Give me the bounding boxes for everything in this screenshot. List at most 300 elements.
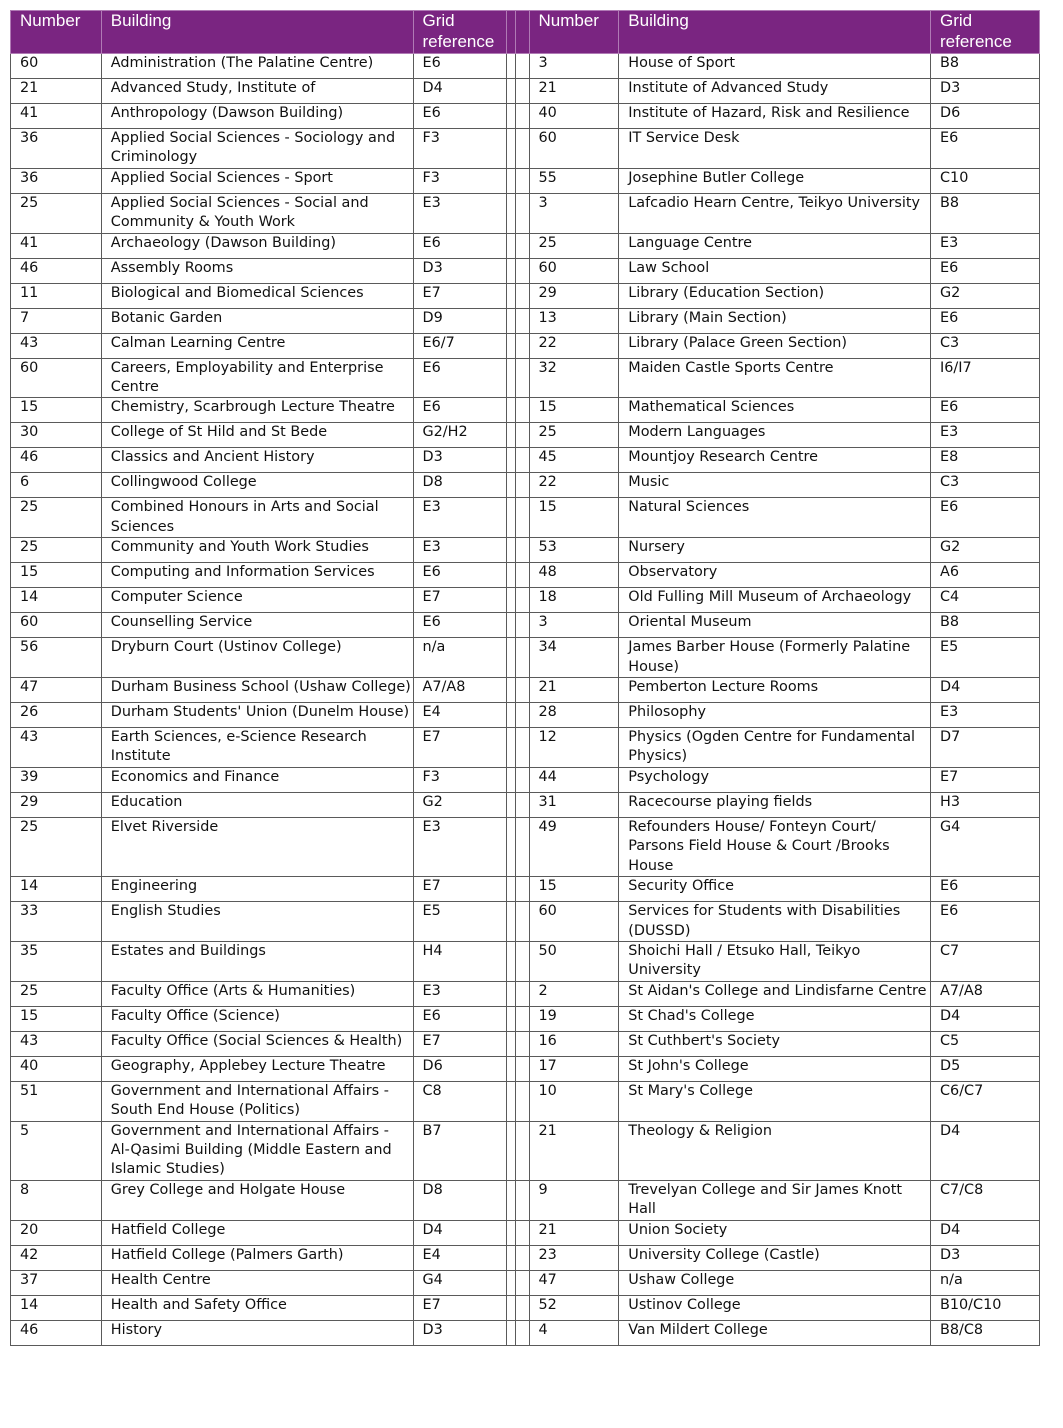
cell-building: University College (Castle) [619,1245,931,1270]
table-row [11,981,1040,1006]
cell-grid-reference: G2 [931,538,1040,563]
cell-grid-reference: A7/A8 [413,678,507,703]
table-row [11,728,1040,768]
cell-spacer [507,1121,516,1180]
cell-spacer [507,1220,516,1245]
cell-spacer [516,902,529,942]
cell-building: Union Society [619,1220,931,1245]
cell-grid-reference: E6 [931,902,1040,942]
cell-grid-reference: D7 [931,728,1040,768]
cell-grid-reference: H3 [931,792,1040,817]
cell-spacer [516,817,529,876]
cell-building: Botanic Garden [101,308,413,333]
header-spacer [507,11,516,54]
cell-building: Estates and Buildings [101,941,413,981]
cell-number: 43 [11,333,102,358]
cell-grid-reference: E7 [413,588,507,613]
header-spacer [516,11,529,54]
cell-spacer [516,333,529,358]
cell-grid-reference: D8 [413,473,507,498]
header-building-right: Building [619,11,931,54]
cell-grid-reference: B8 [931,613,1040,638]
cell-number: 60 [11,54,102,79]
table-row [11,588,1040,613]
cell-grid-reference: D3 [931,1245,1040,1270]
cell-grid-reference: D6 [413,1056,507,1081]
cell-number: 60 [11,358,102,398]
cell-grid-reference: I6/I7 [931,358,1040,398]
cell-building: Theology & Religion [619,1121,931,1180]
cell-spacer [507,104,516,129]
table-row [11,1320,1040,1345]
cell-grid-reference: D3 [413,1320,507,1345]
cell-number: 47 [11,678,102,703]
cell-number: 7 [11,308,102,333]
building-directory [10,10,1040,1346]
cell-number: 39 [11,767,102,792]
cell-grid-reference: C3 [931,333,1040,358]
cell-number: 19 [529,1006,619,1031]
cell-number: 33 [11,902,102,942]
cell-number: 22 [529,333,619,358]
cell-building: Law School [619,258,931,283]
table-row [11,79,1040,104]
cell-building: Dryburn Court (Ustinov College) [101,638,413,678]
cell-number: 48 [529,563,619,588]
cell-number: 10 [529,1081,619,1121]
cell-number: 15 [529,877,619,902]
cell-grid-reference: C7/C8 [931,1180,1040,1220]
cell-number: 41 [11,104,102,129]
cell-building: Hatfield College (Palmers Garth) [101,1245,413,1270]
cell-number: 25 [11,193,102,233]
cell-spacer [516,1270,529,1295]
cell-number: 3 [529,193,619,233]
cell-spacer [507,308,516,333]
cell-building: Physics (Ogden Centre for Fundamental Physics) [619,728,931,768]
cell-building: Services for Students with Disabilities (DUSSD) [619,902,931,942]
cell-building: Assembly Rooms [101,258,413,283]
cell-number: 40 [11,1056,102,1081]
cell-number: 20 [11,1220,102,1245]
cell-grid-reference: E4 [413,703,507,728]
cell-spacer [516,1031,529,1056]
cell-number: 4 [529,1320,619,1345]
cell-building: Durham Business School (Ushaw College) [101,678,413,703]
cell-grid-reference: E3 [931,423,1040,448]
cell-number: 5 [11,1121,102,1180]
cell-spacer [516,981,529,1006]
cell-number: 6 [11,473,102,498]
cell-number: 56 [11,638,102,678]
cell-building: Refounders House/ Fonteyn Court/ Parsons Field House & Court /Brooks House [619,817,931,876]
cell-spacer [507,981,516,1006]
cell-building: St Aidan's College and Lindisfarne Centre [619,981,931,1006]
cell-spacer [507,498,516,538]
table-row [11,193,1040,233]
cell-number: 47 [529,1270,619,1295]
cell-spacer [516,538,529,563]
cell-building: Faculty Office (Arts & Humanities) [101,981,413,1006]
cell-grid-reference: E6/7 [413,333,507,358]
cell-number: 40 [529,104,619,129]
cell-building: Security Office [619,877,931,902]
cell-spacer [516,129,529,169]
cell-spacer [516,588,529,613]
cell-spacer [516,233,529,258]
cell-spacer [516,193,529,233]
cell-building: College of St Hild and St Bede [101,423,413,448]
cell-spacer [516,613,529,638]
cell-grid-reference: C4 [931,588,1040,613]
cell-spacer [507,358,516,398]
cell-building: Grey College and Holgate House [101,1180,413,1220]
cell-spacer [516,1056,529,1081]
cell-grid-reference: E7 [413,1031,507,1056]
cell-grid-reference: E6 [931,308,1040,333]
table-row [11,703,1040,728]
cell-grid-reference: E6 [413,563,507,588]
cell-building: Chemistry, Scarbrough Lecture Theatre [101,398,413,423]
cell-spacer [507,54,516,79]
cell-building: Archaeology (Dawson Building) [101,233,413,258]
cell-spacer [507,258,516,283]
cell-building: IT Service Desk [619,129,931,169]
cell-number: 34 [529,638,619,678]
cell-spacer [516,358,529,398]
cell-building: Government and International Affairs - South End House (Politics) [101,1081,413,1121]
cell-spacer [507,1006,516,1031]
cell-number: 11 [11,283,102,308]
table-row [11,1056,1040,1081]
cell-grid-reference: G4 [931,817,1040,876]
cell-building: Anthropology (Dawson Building) [101,104,413,129]
cell-number: 14 [11,588,102,613]
table-row [11,1245,1040,1270]
cell-building: Psychology [619,767,931,792]
cell-number: 14 [11,877,102,902]
cell-grid-reference: A7/A8 [931,981,1040,1006]
cell-spacer [516,54,529,79]
cell-building: James Barber House (Formerly Palatine House) [619,638,931,678]
cell-spacer [507,333,516,358]
cell-spacer [507,613,516,638]
table-row [11,1081,1040,1121]
cell-grid-reference: E6 [931,258,1040,283]
cell-grid-reference: D4 [413,79,507,104]
cell-number: 46 [11,258,102,283]
cell-spacer [507,538,516,563]
cell-number: 12 [529,728,619,768]
cell-number: 15 [11,1006,102,1031]
cell-number: 28 [529,703,619,728]
cell-spacer [507,703,516,728]
cell-number: 22 [529,473,619,498]
cell-grid-reference: D4 [931,678,1040,703]
cell-spacer [507,79,516,104]
cell-building: Durham Students' Union (Dunelm House) [101,703,413,728]
cell-building: Geography, Applebey Lecture Theatre [101,1056,413,1081]
cell-grid-reference: E7 [413,1295,507,1320]
table-row [11,902,1040,942]
cell-spacer [507,817,516,876]
table-row [11,168,1040,193]
cell-grid-reference: B8/C8 [931,1320,1040,1345]
cell-spacer [507,448,516,473]
table-row [11,1295,1040,1320]
table-row [11,1031,1040,1056]
cell-grid-reference: E4 [413,1245,507,1270]
cell-building: Language Centre [619,233,931,258]
cell-grid-reference: E7 [413,728,507,768]
cell-spacer [507,423,516,448]
cell-number: 13 [529,308,619,333]
cell-grid-reference: E3 [931,703,1040,728]
table-row [11,129,1040,169]
cell-spacer [507,1245,516,1270]
cell-number: 21 [11,79,102,104]
cell-building: Racecourse playing fields [619,792,931,817]
cell-building: St Mary's College [619,1081,931,1121]
cell-number: 60 [529,258,619,283]
cell-spacer [516,258,529,283]
cell-number: 60 [529,902,619,942]
cell-grid-reference: E7 [931,767,1040,792]
cell-building: Computing and Information Services [101,563,413,588]
cell-number: 15 [11,563,102,588]
table-row [11,308,1040,333]
table-row [11,398,1040,423]
cell-number: 17 [529,1056,619,1081]
cell-grid-reference: D4 [931,1220,1040,1245]
cell-building: Music [619,473,931,498]
cell-spacer [507,792,516,817]
cell-spacer [516,1081,529,1121]
cell-grid-reference: B8 [931,193,1040,233]
cell-number: 30 [11,423,102,448]
cell-spacer [516,1220,529,1245]
cell-grid-reference: F3 [413,767,507,792]
cell-number: 23 [529,1245,619,1270]
table-row [11,678,1040,703]
cell-number: 36 [11,168,102,193]
cell-spacer [516,448,529,473]
cell-number: 21 [529,79,619,104]
table-row [11,473,1040,498]
table-row [11,563,1040,588]
cell-spacer [507,941,516,981]
cell-spacer [507,168,516,193]
cell-building: Counselling Service [101,613,413,638]
cell-spacer [516,1180,529,1220]
cell-grid-reference: E8 [931,448,1040,473]
cell-building: St Chad's College [619,1006,931,1031]
cell-building: Advanced Study, Institute of [101,79,413,104]
cell-grid-reference: D4 [413,1220,507,1245]
cell-spacer [507,1031,516,1056]
cell-number: 25 [529,423,619,448]
cell-spacer [507,1320,516,1345]
table-row [11,1180,1040,1220]
cell-grid-reference: C10 [931,168,1040,193]
cell-spacer [507,678,516,703]
cell-number: 21 [529,1121,619,1180]
cell-grid-reference: E6 [413,358,507,398]
cell-spacer [507,193,516,233]
cell-number: 18 [529,588,619,613]
cell-spacer [516,473,529,498]
cell-spacer [507,1081,516,1121]
cell-grid-reference: E3 [413,817,507,876]
cell-building: Administration (The Palatine Centre) [101,54,413,79]
cell-building: Institute of Advanced Study [619,79,931,104]
cell-building: Government and International Affairs - Al-Qasimi Building (Middle Eastern and Islamic Studies) [101,1121,413,1180]
cell-spacer [516,1121,529,1180]
cell-building: Josephine Butler College [619,168,931,193]
cell-grid-reference: E6 [931,398,1040,423]
cell-number: 25 [529,233,619,258]
cell-number: 15 [11,398,102,423]
cell-building: Collingwood College [101,473,413,498]
cell-grid-reference: E6 [931,877,1040,902]
cell-spacer [507,1056,516,1081]
cell-grid-reference: C8 [413,1081,507,1121]
table-row [11,877,1040,902]
cell-building: Nursery [619,538,931,563]
cell-number: 50 [529,941,619,981]
cell-spacer [516,498,529,538]
cell-building: Economics and Finance [101,767,413,792]
cell-building: Library (Palace Green Section) [619,333,931,358]
cell-grid-reference: D3 [413,448,507,473]
cell-spacer [507,1180,516,1220]
cell-building: Institute of Hazard, Risk and Resilience [619,104,931,129]
cell-grid-reference: G2/H2 [413,423,507,448]
cell-grid-reference: E6 [931,129,1040,169]
cell-building: Education [101,792,413,817]
cell-number: 41 [11,233,102,258]
cell-number: 55 [529,168,619,193]
cell-number: 14 [11,1295,102,1320]
cell-building: Health and Safety Office [101,1295,413,1320]
cell-spacer [507,563,516,588]
cell-number: 31 [529,792,619,817]
cell-spacer [516,792,529,817]
table-row [11,333,1040,358]
cell-grid-reference: E6 [413,613,507,638]
cell-spacer [507,1295,516,1320]
cell-building: Mountjoy Research Centre [619,448,931,473]
cell-grid-reference: E5 [931,638,1040,678]
cell-number: 32 [529,358,619,398]
cell-grid-reference: D4 [931,1006,1040,1031]
cell-number: 15 [529,398,619,423]
cell-grid-reference: H4 [413,941,507,981]
cell-spacer [516,308,529,333]
cell-building: Applied Social Sciences - Sociology and Criminology [101,129,413,169]
cell-grid-reference: G2 [931,283,1040,308]
cell-building: Library (Main Section) [619,308,931,333]
cell-number: 29 [11,792,102,817]
cell-building: Combined Honours in Arts and Social Sciences [101,498,413,538]
cell-spacer [516,398,529,423]
header-number-left: Number [11,11,102,54]
cell-grid-reference: F3 [413,168,507,193]
header-number-right: Number [529,11,619,54]
cell-grid-reference: B10/C10 [931,1295,1040,1320]
table-row [11,1270,1040,1295]
cell-building: Calman Learning Centre [101,333,413,358]
cell-spacer [507,728,516,768]
table-row [11,1006,1040,1031]
cell-grid-reference: G4 [413,1270,507,1295]
cell-grid-reference: E3 [413,498,507,538]
cell-spacer [516,1295,529,1320]
cell-spacer [516,1320,529,1345]
cell-building: Library (Education Section) [619,283,931,308]
cell-grid-reference: E7 [413,877,507,902]
cell-number: 53 [529,538,619,563]
cell-spacer [516,423,529,448]
cell-building: Elvet Riverside [101,817,413,876]
cell-building: Classics and Ancient History [101,448,413,473]
table-row [11,941,1040,981]
cell-number: 25 [11,538,102,563]
cell-grid-reference: D8 [413,1180,507,1220]
cell-grid-reference: E3 [413,193,507,233]
cell-building: Biological and Biomedical Sciences [101,283,413,308]
cell-spacer [507,588,516,613]
cell-building: Oriental Museum [619,613,931,638]
cell-number: 52 [529,1295,619,1320]
table-row [11,423,1040,448]
cell-building: Engineering [101,877,413,902]
table-row [11,1220,1040,1245]
cell-number: 35 [11,941,102,981]
cell-grid-reference: E6 [413,1006,507,1031]
cell-spacer [516,168,529,193]
cell-grid-reference: G2 [413,792,507,817]
cell-spacer [516,877,529,902]
table-row [11,498,1040,538]
cell-building: Faculty Office (Social Sciences & Health) [101,1031,413,1056]
table-row [11,613,1040,638]
cell-spacer [507,902,516,942]
cell-building: Community and Youth Work Studies [101,538,413,563]
cell-spacer [507,398,516,423]
cell-spacer [516,728,529,768]
table-row [11,538,1040,563]
table-row [11,258,1040,283]
cell-spacer [516,1245,529,1270]
cell-building: St John's College [619,1056,931,1081]
cell-spacer [516,941,529,981]
header-grid-left: Grid reference [413,11,507,54]
cell-building: Pemberton Lecture Rooms [619,678,931,703]
cell-building: Mathematical Sciences [619,398,931,423]
cell-number: 46 [11,1320,102,1345]
cell-spacer [516,1006,529,1031]
cell-grid-reference: E3 [413,981,507,1006]
cell-spacer [516,563,529,588]
cell-spacer [516,79,529,104]
cell-spacer [507,129,516,169]
cell-spacer [516,767,529,792]
cell-grid-reference: A6 [931,563,1040,588]
cell-spacer [516,104,529,129]
table-row [11,104,1040,129]
cell-spacer [507,1270,516,1295]
